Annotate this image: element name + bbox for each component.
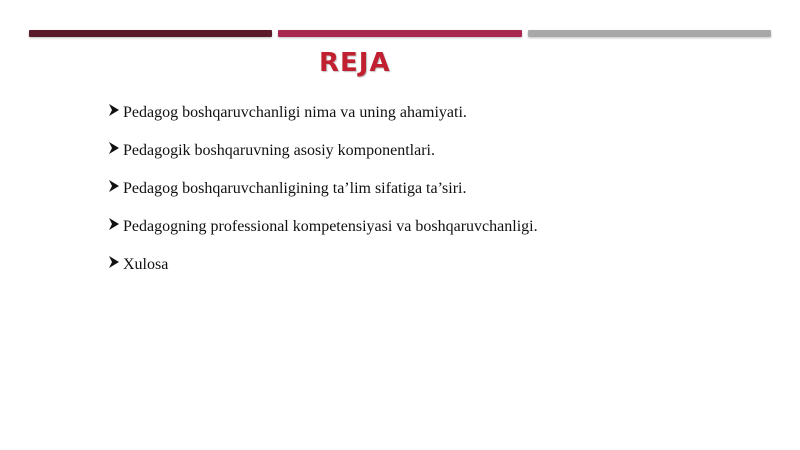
slide-title: REJA (319, 48, 391, 78)
list-item-text: Pedagog boshqaruvchanligi nima va uning ahamiyati. (123, 104, 467, 121)
list-item (107, 139, 538, 177)
list-item-text: Xulosa (123, 256, 169, 273)
list-item-text: Pedagog boshqaruvchanligining ta’lim sifatiga ta’siri. (123, 180, 467, 197)
title-container (319, 47, 391, 79)
list-item-text: Pedagogik boshqaruvning asosiy komponentlari. (123, 142, 435, 159)
list-item (107, 177, 538, 215)
arrow-bullet-icon (107, 141, 121, 155)
arrow-bullet-icon (107, 217, 121, 231)
list-item (107, 101, 538, 139)
arrow-bullet-icon (107, 103, 121, 117)
list-item (107, 215, 538, 253)
list-item (107, 253, 538, 291)
arrow-bullet-icon (107, 255, 121, 269)
list-item-text: Pedagogning professional kompetensiyasi va boshqaruvchanligi. (123, 218, 538, 235)
agenda-list (107, 101, 538, 291)
accent-bar-dark (29, 30, 272, 37)
accent-bar-magenta (278, 30, 522, 37)
accent-bar-gray (528, 30, 771, 37)
arrow-bullet-icon (107, 179, 121, 193)
